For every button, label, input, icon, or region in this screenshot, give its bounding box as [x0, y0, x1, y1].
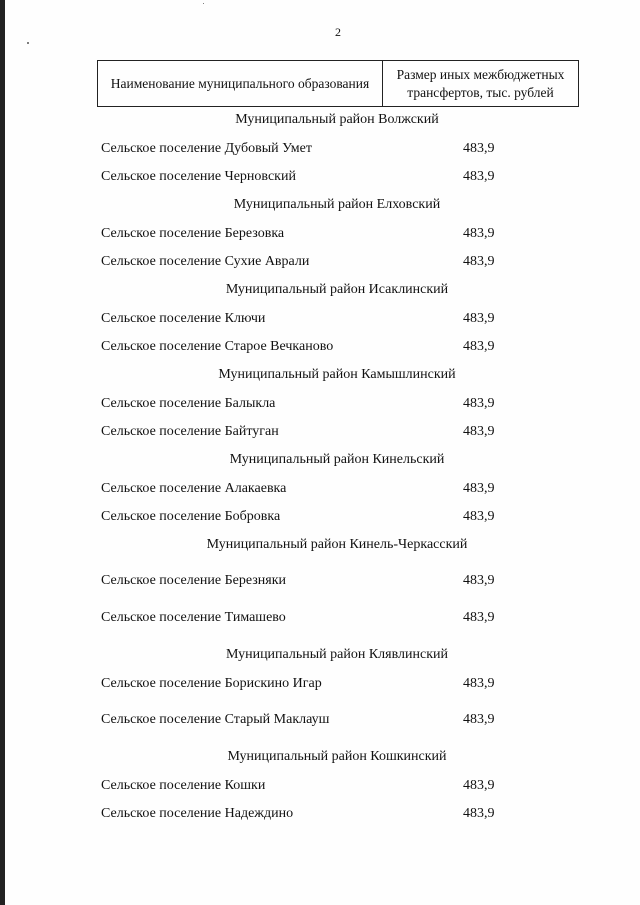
transfer-amount: 483,9 — [463, 509, 495, 524]
district-heading: Муниципальный район Камышлинский — [218, 367, 456, 382]
settlement-name: Сельское поселение Старый Маклауш — [101, 712, 330, 727]
settlement-name: Сельское поселение Ключи — [101, 311, 266, 326]
table-header — [97, 60, 579, 107]
page-number: 2 — [335, 25, 341, 39]
scan-speck — [27, 42, 29, 44]
scan-speck — [203, 3, 204, 4]
transfer-amount: 483,9 — [463, 676, 495, 691]
transfer-amount: 483,9 — [463, 778, 495, 793]
transfer-amount: 483,9 — [463, 481, 495, 496]
district-heading: Муниципальный район Кинель-Черкасский — [206, 537, 468, 552]
transfer-amount: 483,9 — [463, 311, 495, 326]
district-heading: Муниципальный район Кошкинский — [227, 749, 447, 764]
transfer-amount: 483,9 — [463, 169, 495, 184]
settlement-name: Сельское поселение Березняки — [101, 573, 287, 588]
district-heading: Муниципальный район Клявлинский — [225, 647, 449, 662]
settlement-name: Сельское поселение Черновский — [101, 169, 296, 184]
settlement-name: Сельское поселение Бобровка — [101, 509, 281, 524]
settlement-name: Сельское поселение Борискино Игар — [101, 676, 322, 691]
settlement-name: Сельское поселение Старое Вечканово — [101, 339, 334, 354]
settlement-name: Сельское поселение Тимашево — [101, 610, 286, 625]
district-heading: Муниципальный район Елховский — [233, 197, 441, 212]
scan-left-edge — [0, 0, 5, 905]
transfer-amount: 483,9 — [463, 712, 495, 727]
transfer-amount: 483,9 — [463, 141, 495, 156]
transfer-amount: 483,9 — [463, 424, 495, 439]
transfer-amount: 483,9 — [463, 573, 495, 588]
district-heading: Муниципальный район Кинельский — [229, 452, 445, 467]
settlement-name: Сельское поселение Сухие Аврали — [101, 254, 310, 269]
header-col-transfer-amount: Размер иных межбюджетных трансфертов, тыс. рублей — [396, 66, 565, 100]
settlement-name: Сельское поселение Байтуган — [101, 424, 279, 439]
settlement-name: Сельское поселение Березовка — [101, 226, 285, 241]
settlement-name: Сельское поселение Алакаевка — [101, 481, 287, 496]
transfer-amount: 483,9 — [463, 610, 495, 625]
transfer-amount: 483,9 — [463, 339, 495, 354]
settlement-name: Сельское поселение Кошки — [101, 778, 266, 793]
settlement-name: Сельское поселение Балыкла — [101, 396, 276, 411]
header-col-municipality: Наименование муниципального образования — [98, 61, 383, 106]
district-heading: Муниципальный район Волжский — [235, 112, 439, 127]
transfer-amount: 483,9 — [463, 806, 495, 821]
transfer-amount: 483,9 — [463, 226, 495, 241]
transfer-amount: 483,9 — [463, 254, 495, 269]
settlement-name: Сельское поселение Дубовый Умет — [101, 141, 312, 156]
transfer-amount: 483,9 — [463, 396, 495, 411]
district-heading: Муниципальный район Исаклинский — [225, 282, 449, 297]
settlement-name: Сельское поселение Надеждино — [101, 806, 294, 821]
